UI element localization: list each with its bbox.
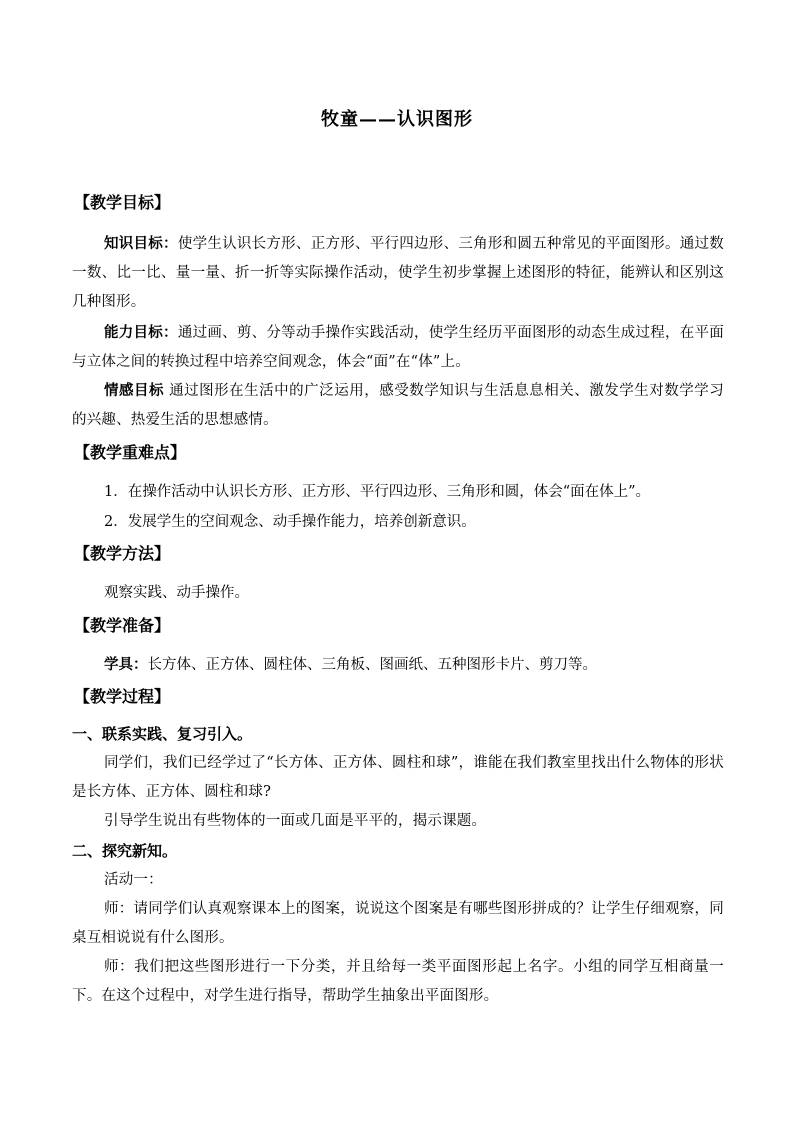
heading-teaching-methods: 【教学方法】 xyxy=(74,544,171,563)
key-point-item: 2．发展学生的空间观念、动手操作能力，培养创新意识。 xyxy=(104,514,476,530)
paragraph-knowledge-goal xyxy=(72,229,724,317)
process-part1-title: 一、联系实践、复习引入。 xyxy=(72,725,253,743)
ability-goal-label: 能力目标： xyxy=(104,324,178,341)
heading-teaching-goals: 【教学目标】 xyxy=(74,193,171,212)
paragraph-ability-goal xyxy=(72,318,724,377)
paragraph-reveal-topic: 引导学生说出有些物体的一面或几面是平平的，揭示课题。 xyxy=(104,813,487,829)
heading-teaching-preparation: 【教学准备】 xyxy=(74,616,171,635)
paragraph-review-intro: 同学们，我们已经学过了“长方体、正方体、圆柱和球”，谁能在我们教室里找出什么物体的形状是长方体、正方体、圆柱和球? xyxy=(72,755,724,800)
ability-goal-text: 通过画、剪、分等动手操作实践活动，使学生经历平面图形的动态生成过程，在平面与立体之间的转换过程中培养空间观念，体会“面”在“体”上。 xyxy=(72,325,725,370)
emotion-goal-text: 通过图形在生活中的广泛运用，感受数学知识与生活息息相关、激发学生对数学学习的兴趣、热爱生活的思想感情。 xyxy=(72,383,724,428)
methods-text: 观察实践、动手操作。 xyxy=(104,585,249,601)
page-title: 牧童——认识图形 xyxy=(321,109,473,130)
knowledge-goal-text: 使学生认识长方形、正方形、平行四边形、三角形和圆五种常见的平面图形。通过数一数、比一比、量一量、折一折等实际操作活动，使学生初步掌握上述图形的特征，能辨认和区别这几种图形。 xyxy=(72,236,725,310)
process-part2-title: 二、探究新知。 xyxy=(72,842,178,860)
heading-teaching-process: 【教学过程】 xyxy=(74,687,171,706)
emotion-goal-label: 情感目标 xyxy=(104,382,165,399)
paragraph-teacher-observe: 师：请同学们认真观察课本上的图案，说说这个图案是有哪些图形拼成的？让学生仔细观察，同桌互相说说有什么图形。 xyxy=(72,901,724,946)
paragraph-teacher-classify: 师：我们把这些图形进行一下分类，并且给每一类平面图形起上名字。小组的同学互相商量一下。在这个过程中，对学生进行指导，帮助学生抽象出平面图形。 xyxy=(72,959,724,1004)
activity-label: 活动一： xyxy=(104,872,163,888)
preparation-text: 长方体、正方体、圆柱体、三角板、图画纸、五种图形卡片、剪刀等。 xyxy=(147,657,597,673)
preparation-label: 学具： xyxy=(104,656,148,673)
knowledge-goal-label: 知识目标： xyxy=(104,235,178,252)
key-point-item: 1．在操作活动中认识长方形、正方形、平行四边形、三角形和圆，体会“面在体上”。 xyxy=(104,484,651,500)
preparation-line xyxy=(104,653,597,674)
paragraph-emotion-goal xyxy=(72,376,724,435)
heading-key-points: 【教学重难点】 xyxy=(74,443,187,462)
